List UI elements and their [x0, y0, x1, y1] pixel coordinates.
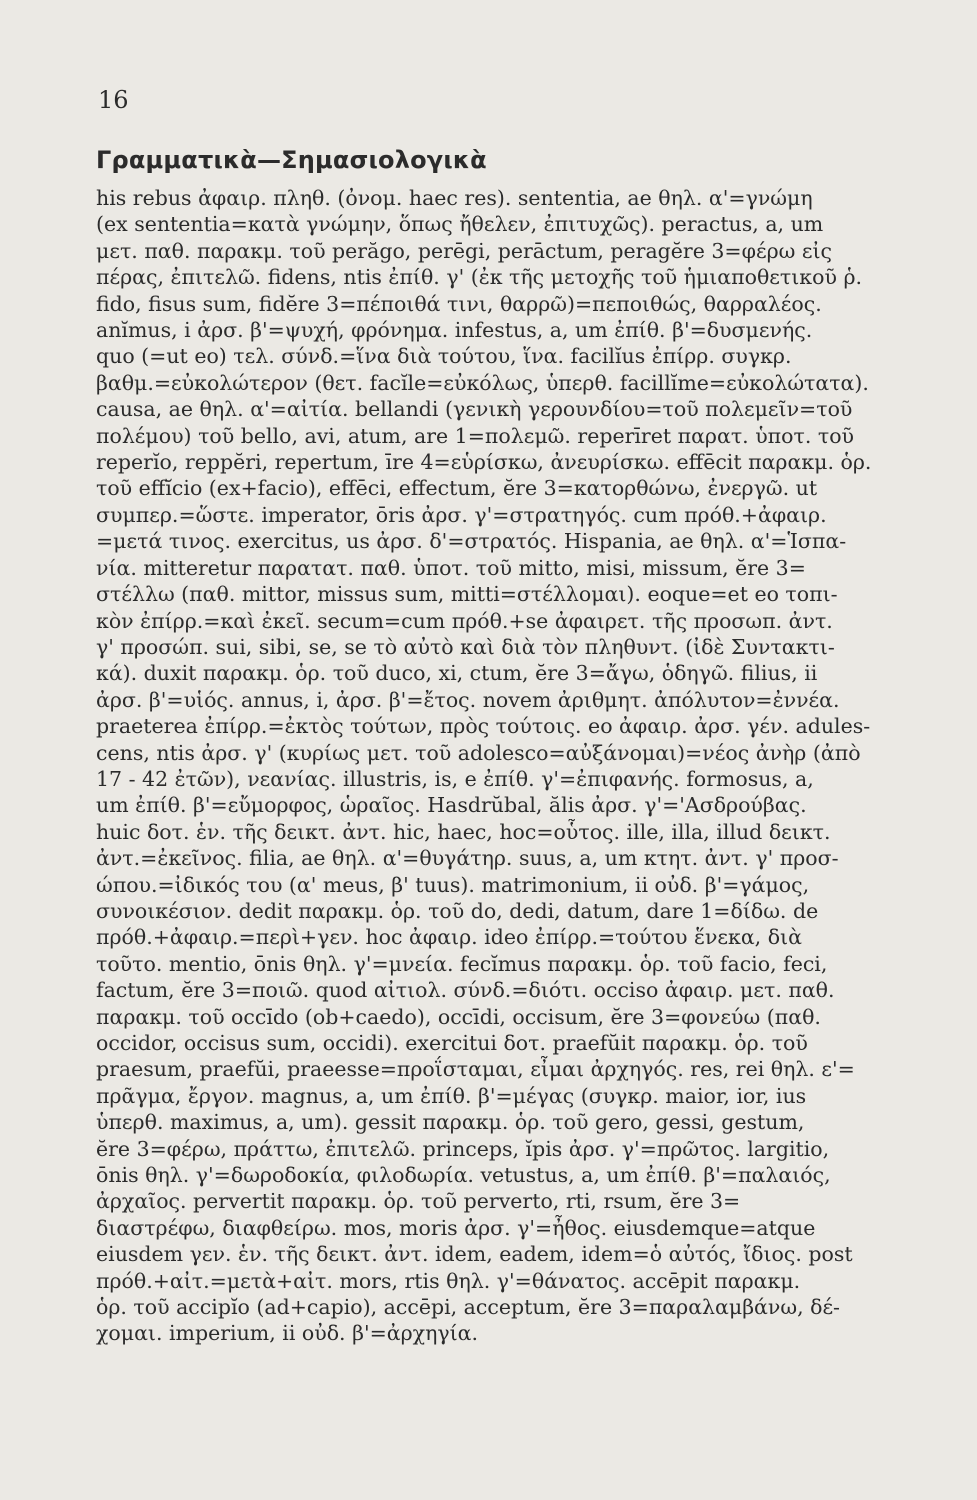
text-line: κὸν ἐπίρρ.=καὶ ἐκεῖ. secum=cum πρόθ.+se ἀφαιρετ. τῆς προσωπ. ἀντ. [96, 608, 833, 633]
text-line: γ' προσώπ. sui, sibi, se, se τὸ αὐτὸ καὶ διὰ τὸν πληθυντ. (ἰδὲ Συντακτι- [96, 634, 835, 659]
text-line: πρόθ.+αἰτ.=μετὰ+αἰτ. mors, rtis θηλ. γ'=θάνατος. accēpit παρακμ. [96, 1268, 801, 1293]
text-line: 17 - 42 ἐτῶν), νεανίας. illustris, is, e ἐπίθ. γ'=ἐπιφανής. formosus, a, [96, 766, 814, 791]
body-text [96, 185, 956, 1347]
text-line: κά). duxit παρακμ. ὁρ. τοῦ duco, xi, ctum, ĕre 3=ἄγω, ὁδηγῶ. filius, ii [96, 661, 818, 686]
text-line: cens, ntis ἀρσ. γ' (κυρίως μετ. τοῦ adolesco=αὐξάνομαι)=νέος ἀνὴρ (ἀπὸ [96, 740, 861, 765]
text-line: praeterea ἐπίρρ.=ἐκτὸς τούτων, πρὸς τούτοις. eo ἀφαιρ. ἀρσ. γέν. adules- [96, 714, 871, 739]
text-line: διαστρέφω, διαφθείρω. mos, moris ἀρσ. γ'=ἦθος. eiusdemque=atque [96, 1215, 816, 1240]
text-line: ἀντ.=ἐκεῖνος. filia, ae θηλ. α'=θυγάτηρ. suus, a, um κτητ. ἀντ. γ' προσ- [96, 846, 839, 871]
text-line: χομαι. imperium, ii οὐδ. β'=ἀρχηγία. [96, 1321, 479, 1346]
text-line: πρᾶγμα, ἔργον. magnus, a, um ἐπίθ. β'=μέγας (συγκρ. maior, ior, ius [96, 1083, 807, 1108]
text-line: βαθμ.=εὐκολώτερον (θετ. facĭle=εὐκόλως, ὑπερθ. facillĭme=εὐκολώτατα). [96, 370, 869, 395]
text-line: quo (=ut eo) τελ. σύνδ.=ἵνα διὰ τούτου, ἵνα. facilĭus ἐπίρρ. συγκρ. [96, 344, 792, 369]
text-line: μετ. παθ. παρακμ. τοῦ perăgo, perēgi, perāctum, peragĕre 3=φέρω εἰς [96, 238, 832, 263]
text-line: ώπου.=ἰδικός του (α' meus, β' tuus). matrimonium, ii οὐδ. β'=γάμος, [96, 872, 810, 897]
text-line: συμπερ.=ὥστε. imperator, ōris ἀρσ. γ'=στρατηγός. cum πρόθ.+ἀφαιρ. [96, 502, 827, 527]
page-number: 16 [98, 86, 129, 114]
text-line: fido, fisus sum, fidĕre 3=πέποιθά τινι, θαρρῶ)=πεποιθώς, θαρραλέος. [96, 291, 822, 316]
text-line: factum, ĕre 3=ποιῶ. quod αἰτιολ. σύνδ.=διότι. occiso ἀφαιρ. μετ. παθ. [96, 978, 835, 1003]
text-line: =μετά τινος. exercitus, us ἀρσ. δ'=στρατός. Hispania, ae θηλ. α'=Ἱσπα- [96, 529, 847, 554]
text-line: τοῦτο. mentio, ōnis θηλ. γ'=μνεία. fecĭmus παρακμ. ὁρ. τοῦ facio, feci, [96, 951, 828, 976]
text-line: reperĭo, reppĕri, repertum, īre 4=εὑρίσκω, ἀνευρίσκω. effēcit παρακμ. ὁρ. [96, 450, 872, 475]
text-line: ὁρ. τοῦ accipĭo (ad+capio), accēpi, acceptum, ĕre 3=παραλαμβάνω, δέ- [96, 1295, 840, 1320]
text-line: ὑπερθ. maximus, a, um). gessit παρακμ. ὁρ. τοῦ gero, gessi, gestum, [96, 1110, 805, 1135]
text-line: ōnis θηλ. γ'=δωροδοκία, φιλοδωρία. vetustus, a, um ἐπίθ. β'=παλαιός, [96, 1163, 831, 1188]
text-line: ĕre 3=φέρω, πράττω, ἐπιτελῶ. princeps, ĭpis ἀρσ. γ'=πρῶτος. largitio, [96, 1136, 830, 1161]
text-line: causa, ae θηλ. α'=αἰτία. bellandi (γενικὴ γερουνδίου=τοῦ πολεμεῖν=τοῦ [96, 397, 853, 422]
text-line: ἀρσ. β'=υἱός. annus, i, ἀρσ. β'=ἔτος. novem ἀριθμητ. ἀπόλυτον=ἐννέα. [96, 687, 840, 712]
text-line: eiusdem γεν. ἑν. τῆς δεικτ. ἀντ. idem, eadem, idem=ὁ αὐτός, ἴδιος. post [96, 1242, 853, 1267]
text-line: τοῦ effĭcio (ex+facio), effēci, effectum, ĕre 3=κατορθώνω, ἐνεργῶ. ut [96, 476, 818, 501]
page-title: Γραμματικὰ—Σημασιολογικὰ [96, 146, 487, 174]
text-line: συνοικέσιον. dedit παρακμ. ὁρ. τοῦ do, dedi, datum, dare 1=δίδω. de [96, 898, 819, 923]
text-line: πέρας, ἐπιτελῶ. fidens, ntis ἐπίθ. γ' (ἐκ τῆς μετοχῆς τοῦ ἡμιαποθετικοῦ ῥ. [96, 265, 863, 290]
text-line: πρόθ.+ἀφαιρ.=περὶ+γεν. hoc ἀφαιρ. ideo ἐπίρρ.=τούτου ἕνεκα, διὰ [96, 925, 802, 950]
text-line: his rebus ἀφαιρ. πληθ. (ὀνομ. haec res). sententia, ae θηλ. α'=γνώμη [96, 186, 813, 210]
text-line: occidor, occisus sum, occidi). exercitui δοτ. praefŭit παρακμ. ὁρ. τοῦ [96, 1031, 808, 1055]
text-line: ἀρχαῖος. pervertit παρακμ. ὁρ. τοῦ perverto, rti, rsum, ĕre 3= [96, 1189, 741, 1214]
text-line: (ex sententia=κατὰ γνώμην, ὅπως ἤθελεν, ἐπιτυχῶς). peractus, a, um [96, 212, 824, 237]
text-line: anĭmus, i ἀρσ. β'=ψυχή, φρόνημα. infestus, a, um ἐπίθ. β'=δυσμενής. [96, 318, 813, 343]
text-line: στέλλω (παθ. mittor, missus sum, mitti=στέλλομαι). eoque=et eo τοπι- [96, 582, 838, 607]
text-line: παρακμ. τοῦ occīdo (ob+caedo), occīdi, occisum, ĕre 3=φονεύω (παθ. [96, 1004, 821, 1029]
text-line: huic δοτ. ἑν. τῆς δεικτ. ἀντ. hic, haec, hoc=οὗτος. ille, illa, illud δεικτ. [96, 819, 831, 844]
text-line: πολέμου) τοῦ bello, avi, atum, are 1=πολεμῶ. reperīret παρατ. ὑποτ. τοῦ [96, 423, 854, 448]
text-line: praesum, praefŭi, praeesse=προΐσταμαι, εἶμαι ἀρχηγός. res, rei θηλ. ε'= [96, 1057, 855, 1082]
text-line: um ἐπίθ. β'=εὔμορφος, ὡραῖος. Hasdrŭbal, ălis ἀρσ. γ'='Ασδρούβας. [96, 793, 807, 818]
text-line: νία. mitteretur παρατατ. παθ. ὑποτ. τοῦ mitto, misi, missum, ĕre 3= [96, 555, 806, 580]
